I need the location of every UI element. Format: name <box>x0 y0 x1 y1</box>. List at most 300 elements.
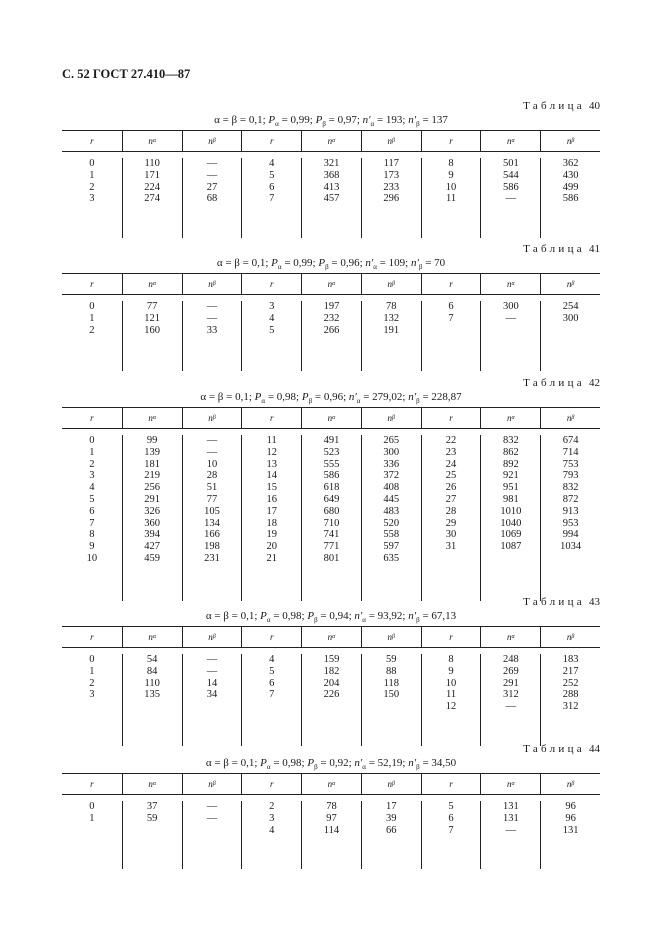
table-cell: 832 <box>502 435 519 446</box>
table-cell: 994 <box>562 529 579 541</box>
table-cell: 913 <box>562 505 579 517</box>
table-cell: 27 <box>445 493 457 505</box>
table-cell: 252 <box>562 677 579 689</box>
table-cell: 5 <box>448 801 454 812</box>
table-cell: 132 <box>383 312 400 324</box>
table-cell: 0 <box>89 435 95 446</box>
table-cell: 5 <box>89 493 95 505</box>
table-cell: 233 <box>383 181 400 193</box>
table-cell: 408 <box>383 482 400 494</box>
table-cell: 88 <box>386 665 397 677</box>
table-column <box>122 158 182 238</box>
table-cell: 499 <box>562 181 579 193</box>
table-cell: 3 <box>269 301 275 312</box>
table-cell: 9 <box>448 169 454 181</box>
table-column <box>421 158 481 238</box>
column-header: r <box>241 274 301 294</box>
table-column <box>421 435 481 601</box>
column-header: n β <box>182 627 242 647</box>
table-cell: — <box>206 801 218 812</box>
table-cell: 544 <box>502 169 519 181</box>
table-cell: 300 <box>383 446 400 458</box>
column-header: n β <box>540 408 600 428</box>
table-cell: 182 <box>323 665 340 677</box>
table-cell: 22 <box>445 435 457 446</box>
column-header: n β <box>361 131 421 151</box>
table-cell: 10 <box>445 677 457 689</box>
table-cell: 296 <box>383 193 400 205</box>
table-cell: 8 <box>448 654 454 665</box>
table-column <box>241 801 301 869</box>
table-cell: 427 <box>144 541 161 553</box>
table-column <box>480 158 540 238</box>
table-cell: 114 <box>323 824 340 836</box>
table-column <box>421 301 481 371</box>
column-header: n α <box>480 131 540 151</box>
table-caption-word: Таблица <box>523 100 585 112</box>
table-cell: 31 <box>445 541 457 553</box>
table-cell: 4 <box>269 654 275 665</box>
table-column <box>182 158 242 238</box>
table-cell: 1040 <box>500 517 522 529</box>
table-cell: 11 <box>266 435 277 446</box>
table-cell: 26 <box>445 482 457 494</box>
table-cell: — <box>206 435 218 446</box>
table-parameters: α = β = 0,1; $P_\alpha = 0,99$; $P_\beta = 0,96$; $n'_\alpha = 109$; $n'_\beta = 70$ <box>216 257 446 272</box>
table-cell: 1 <box>89 665 95 677</box>
table-cell: 680 <box>323 505 340 517</box>
table-body <box>62 795 600 869</box>
table-cell: 131 <box>502 801 519 812</box>
table-cell: 231 <box>204 552 220 564</box>
table-cell: 9 <box>89 541 95 553</box>
table-column <box>540 301 600 371</box>
table-cell: 0 <box>89 301 95 312</box>
table-column <box>241 435 301 601</box>
table-cell: 1034 <box>560 541 582 553</box>
table-caption <box>523 596 600 608</box>
table-cell: 59 <box>146 812 158 824</box>
column-header: n α <box>301 408 361 428</box>
column-header: n β <box>361 408 421 428</box>
table-cell: 34 <box>206 689 218 701</box>
column-header: n α <box>301 627 361 647</box>
table-cell: — <box>505 824 517 836</box>
table-cell: 951 <box>502 482 519 494</box>
table-column <box>301 158 361 238</box>
table-cell: 1087 <box>500 541 522 553</box>
table-cell: 226 <box>323 689 340 701</box>
table-cell: 173 <box>383 169 400 181</box>
table-cell: 51 <box>206 482 218 494</box>
table-cell: 336 <box>383 458 400 470</box>
table-cell: 710 <box>323 517 340 529</box>
column-header: n α <box>301 774 361 794</box>
column-header: r <box>241 627 301 647</box>
column-header: r <box>90 632 94 642</box>
table-cell: 20 <box>266 541 277 553</box>
page-header: С. 52 ГОСТ 27.410—87 <box>62 67 191 81</box>
table-cell: 372 <box>383 470 400 482</box>
table-cell: 5 <box>269 665 275 677</box>
table-cell: 266 <box>323 324 340 336</box>
table-cell: 269 <box>502 665 519 677</box>
table-cell: 300 <box>502 301 519 312</box>
table-column <box>241 158 301 238</box>
table-cell: 198 <box>204 541 220 553</box>
table-cell: 224 <box>144 181 161 193</box>
table-column <box>241 301 301 371</box>
table-cell: 801 <box>323 552 340 564</box>
table-cell: — <box>206 654 218 665</box>
table-cell: — <box>505 193 517 205</box>
table-cell: 68 <box>206 193 218 205</box>
table-cell: 105 <box>204 505 220 517</box>
column-header: n α <box>122 627 182 647</box>
table-cell: 183 <box>562 654 579 665</box>
table-cell: 37 <box>146 801 158 812</box>
table-cell: 1 <box>89 312 95 324</box>
table-cell: 597 <box>383 541 400 553</box>
table-cell: 649 <box>323 493 340 505</box>
table-column <box>62 654 122 746</box>
table-cell: 5 <box>269 324 275 336</box>
table-cell: 321 <box>323 158 340 169</box>
table-cell: 96 <box>565 812 576 824</box>
table-cell: 714 <box>562 446 579 458</box>
column-header: n β <box>540 131 600 151</box>
table-column <box>361 435 421 601</box>
table-cell: 27 <box>206 181 218 193</box>
table-cell: 28 <box>445 505 457 517</box>
table-cell: 33 <box>206 324 218 336</box>
table-cell: 66 <box>386 824 397 836</box>
table-cell: 862 <box>502 446 519 458</box>
table-parameters: α = β = 0,1; $P_\alpha = 0,98$; $P_\beta = 0,92$; $n'_\alpha = 52,19$; $n'_\beta = 34,50$ <box>205 757 457 772</box>
table-cell: 1 <box>89 446 95 458</box>
table-cell: 14 <box>266 470 277 482</box>
table-cell: 110 <box>144 158 160 169</box>
table-cell: 160 <box>144 324 161 336</box>
table-cell: 360 <box>144 517 161 529</box>
table-cell: 362 <box>562 158 579 169</box>
table-cell: 24 <box>445 458 457 470</box>
column-header: n β <box>182 274 242 294</box>
table-cell: 0 <box>89 801 95 812</box>
table-cell: 28 <box>206 470 218 482</box>
table-cell: 6 <box>269 181 275 193</box>
table-column <box>241 654 301 746</box>
table-cell: 99 <box>146 435 158 446</box>
table-caption-word: Таблица <box>523 377 585 389</box>
table-cell: 11 <box>445 689 457 701</box>
table-column <box>540 158 600 238</box>
table-cell: 97 <box>326 812 337 824</box>
table-number: 42 <box>589 377 600 389</box>
column-header: n β <box>540 774 600 794</box>
table-cell: 204 <box>323 677 340 689</box>
table-cell: 117 <box>383 158 399 169</box>
table-cell: 445 <box>383 493 400 505</box>
table-cell: 1 <box>89 812 95 824</box>
table-cell: 586 <box>562 193 579 205</box>
table-number: 43 <box>589 596 600 608</box>
table-cell: 191 <box>383 324 400 336</box>
table-cell: 96 <box>565 801 576 812</box>
table-parameters: α = β = 0,1; $P_\alpha = 0,98$; $P_\beta = 0,94$; $n'_\alpha = 93,92$; $n'_\beta = 67,13$ <box>205 610 457 625</box>
table-column <box>480 654 540 746</box>
table-cell: 219 <box>144 470 161 482</box>
table-cell: 832 <box>562 482 579 494</box>
table-cell: 2 <box>89 458 95 470</box>
table-cell: 256 <box>144 482 161 494</box>
table-column <box>421 801 481 869</box>
table-cell: 291 <box>502 677 519 689</box>
table-column <box>122 435 182 601</box>
table-cell: 523 <box>323 446 340 458</box>
table-column <box>361 801 421 869</box>
table-cell: — <box>206 812 218 824</box>
table-cell: 8 <box>89 529 95 541</box>
table-cell: 77 <box>206 493 218 505</box>
table-cell: 135 <box>144 689 161 701</box>
column-header: n β <box>361 627 421 647</box>
table-header-row <box>62 274 600 295</box>
table-cell: 6 <box>448 812 454 824</box>
table-cell: 4 <box>269 824 275 836</box>
table-number: 41 <box>589 243 600 255</box>
table-cell: 741 <box>323 529 340 541</box>
table-cell: 159 <box>323 654 340 665</box>
table-cell: 3 <box>89 193 95 205</box>
table-cell: — <box>206 312 218 324</box>
column-header: r <box>90 279 94 289</box>
table-column <box>361 301 421 371</box>
table-cell: 312 <box>562 701 579 713</box>
column-header: n α <box>480 774 540 794</box>
table-cell: 10 <box>206 458 218 470</box>
column-header: n α <box>480 274 540 294</box>
table-cell: 10 <box>445 181 457 193</box>
column-header: n β <box>361 274 421 294</box>
table-cell: 25 <box>445 470 457 482</box>
table-cell: 586 <box>323 470 340 482</box>
table-cell: 197 <box>323 301 340 312</box>
table-cell: 394 <box>144 529 161 541</box>
table-cell: 501 <box>502 158 519 169</box>
table-caption-word: Таблица <box>523 596 585 608</box>
table-cell: 3 <box>89 689 95 701</box>
table-caption <box>523 743 600 755</box>
table-column <box>540 654 600 746</box>
table-cell: 23 <box>445 446 457 458</box>
table-number: 40 <box>589 100 600 112</box>
table-column <box>182 435 242 601</box>
column-header: n β <box>361 774 421 794</box>
table-cell: 15 <box>266 482 277 494</box>
table-cell: 6 <box>448 301 454 312</box>
table-cell: 21 <box>266 552 277 564</box>
table-cell: 10 <box>86 552 98 564</box>
table-caption <box>523 100 600 112</box>
table-column <box>361 654 421 746</box>
table-cell: 2 <box>89 181 95 193</box>
table-cell: 291 <box>144 493 161 505</box>
table-caption <box>523 243 600 255</box>
table-cell: 4 <box>269 158 275 169</box>
table-cell: 166 <box>204 529 220 541</box>
table-column <box>361 158 421 238</box>
table-cell: 2 <box>89 677 95 689</box>
column-header: r <box>241 131 301 151</box>
table-cell: — <box>206 158 218 169</box>
column-header: r <box>241 774 301 794</box>
table-cell: 6 <box>89 505 95 517</box>
table-cell: 520 <box>383 517 400 529</box>
table-cell: 134 <box>204 517 220 529</box>
table-cell: 555 <box>323 458 340 470</box>
table-cell: 771 <box>323 541 340 553</box>
table-cell: 459 <box>144 552 161 564</box>
table-cell: 872 <box>562 493 579 505</box>
table-cell: 265 <box>383 435 400 446</box>
table-column <box>540 435 600 601</box>
table-cell: 674 <box>562 435 579 446</box>
table-cell: 4 <box>89 482 95 494</box>
table-cell: 953 <box>562 517 579 529</box>
table-cell: 1010 <box>500 505 522 517</box>
table-column <box>62 801 122 869</box>
table-column <box>421 654 481 746</box>
table-cell: 17 <box>266 505 277 517</box>
table-column <box>182 654 242 746</box>
table-cell: 586 <box>502 181 519 193</box>
column-header: r <box>241 408 301 428</box>
table-cell: 1069 <box>500 529 522 541</box>
column-header: n β <box>182 408 242 428</box>
table-cell: 6 <box>269 677 275 689</box>
table-cell: 29 <box>445 517 457 529</box>
column-header: r <box>421 408 481 428</box>
column-header: r <box>90 779 94 789</box>
table-cell: 274 <box>144 193 161 205</box>
column-header: n β <box>182 774 242 794</box>
table-cell: 3 <box>269 812 275 824</box>
data-table <box>62 626 600 746</box>
column-header: n β <box>540 627 600 647</box>
table-body <box>62 648 600 746</box>
table-column <box>62 435 122 601</box>
table-cell: 14 <box>206 677 218 689</box>
table-header-row <box>62 627 600 648</box>
table-cell: 892 <box>502 458 519 470</box>
table-column <box>301 301 361 371</box>
table-column <box>122 801 182 869</box>
table-column <box>301 801 361 869</box>
table-cell: 3 <box>89 470 95 482</box>
column-header: n α <box>480 627 540 647</box>
table-cell: 254 <box>562 301 579 312</box>
table-cell: 11 <box>445 193 457 205</box>
table-column <box>480 301 540 371</box>
table-caption-word: Таблица <box>523 743 585 755</box>
table-cell: 7 <box>448 312 454 324</box>
table-column <box>62 158 122 238</box>
table-cell: 0 <box>89 158 95 169</box>
table-column <box>301 654 361 746</box>
column-header: r <box>421 774 481 794</box>
table-cell: 232 <box>323 312 340 324</box>
table-cell: 2 <box>269 801 275 812</box>
table-cell: 1 <box>89 169 95 181</box>
table-cell: 248 <box>502 654 519 665</box>
table-cell: 326 <box>144 505 161 517</box>
data-table <box>62 407 600 601</box>
table-cell: 618 <box>323 482 340 494</box>
table-column <box>182 301 242 371</box>
table-body <box>62 152 600 238</box>
table-cell: 288 <box>562 689 579 701</box>
table-cell: 59 <box>386 654 397 665</box>
data-table <box>62 273 600 371</box>
column-header: n α <box>301 274 361 294</box>
table-parameters: α = β = 0,1; $P_\alpha = 0,99$; $P_\beta = 0,97$; $n'_\alpha = 193$; $n'_\beta = 137$ <box>214 114 448 129</box>
column-header: r <box>421 274 481 294</box>
table-cell: 921 <box>502 470 519 482</box>
table-body <box>62 429 600 601</box>
table-cell: — <box>505 701 517 713</box>
table-cell: 78 <box>326 801 337 812</box>
table-cell: 7 <box>448 824 454 836</box>
table-cell: 118 <box>383 677 399 689</box>
table-cell: 753 <box>562 458 579 470</box>
table-column <box>182 801 242 869</box>
table-cell: 558 <box>383 529 400 541</box>
table-cell: 18 <box>266 517 277 529</box>
table-cell: 54 <box>146 654 158 665</box>
table-cell: 635 <box>383 552 400 564</box>
column-header: n α <box>301 131 361 151</box>
table-cell: 13 <box>266 458 277 470</box>
table-cell: 84 <box>146 665 158 677</box>
table-number: 44 <box>589 743 600 755</box>
table-cell: 981 <box>502 493 519 505</box>
table-cell: 16 <box>266 493 277 505</box>
column-header: r <box>421 131 481 151</box>
table-cell: 413 <box>323 181 340 193</box>
data-table <box>62 773 600 869</box>
table-parameters: α = β = 0,1; $P_\alpha = 0,98$; $P_\beta = 0,96$; $n'_\alpha = 279,02$; $n'_\beta = 228,87$ <box>200 391 462 406</box>
table-cell: 368 <box>323 169 340 181</box>
table-cell: 7 <box>269 689 275 701</box>
table-cell: 7 <box>89 517 95 529</box>
table-cell: 483 <box>383 505 400 517</box>
table-cell: 5 <box>269 169 275 181</box>
table-cell: 19 <box>266 529 277 541</box>
table-cell: 39 <box>386 812 397 824</box>
table-cell: 12 <box>266 446 277 458</box>
column-header: n β <box>182 131 242 151</box>
data-table <box>62 130 600 238</box>
table-cell: 2 <box>89 324 95 336</box>
table-cell: — <box>206 301 218 312</box>
table-cell: 77 <box>146 301 158 312</box>
table-cell: 131 <box>502 812 519 824</box>
table-caption-word: Таблица <box>523 243 585 255</box>
column-header: n α <box>122 131 182 151</box>
table-cell: 17 <box>386 801 397 812</box>
table-cell: 121 <box>144 312 161 324</box>
